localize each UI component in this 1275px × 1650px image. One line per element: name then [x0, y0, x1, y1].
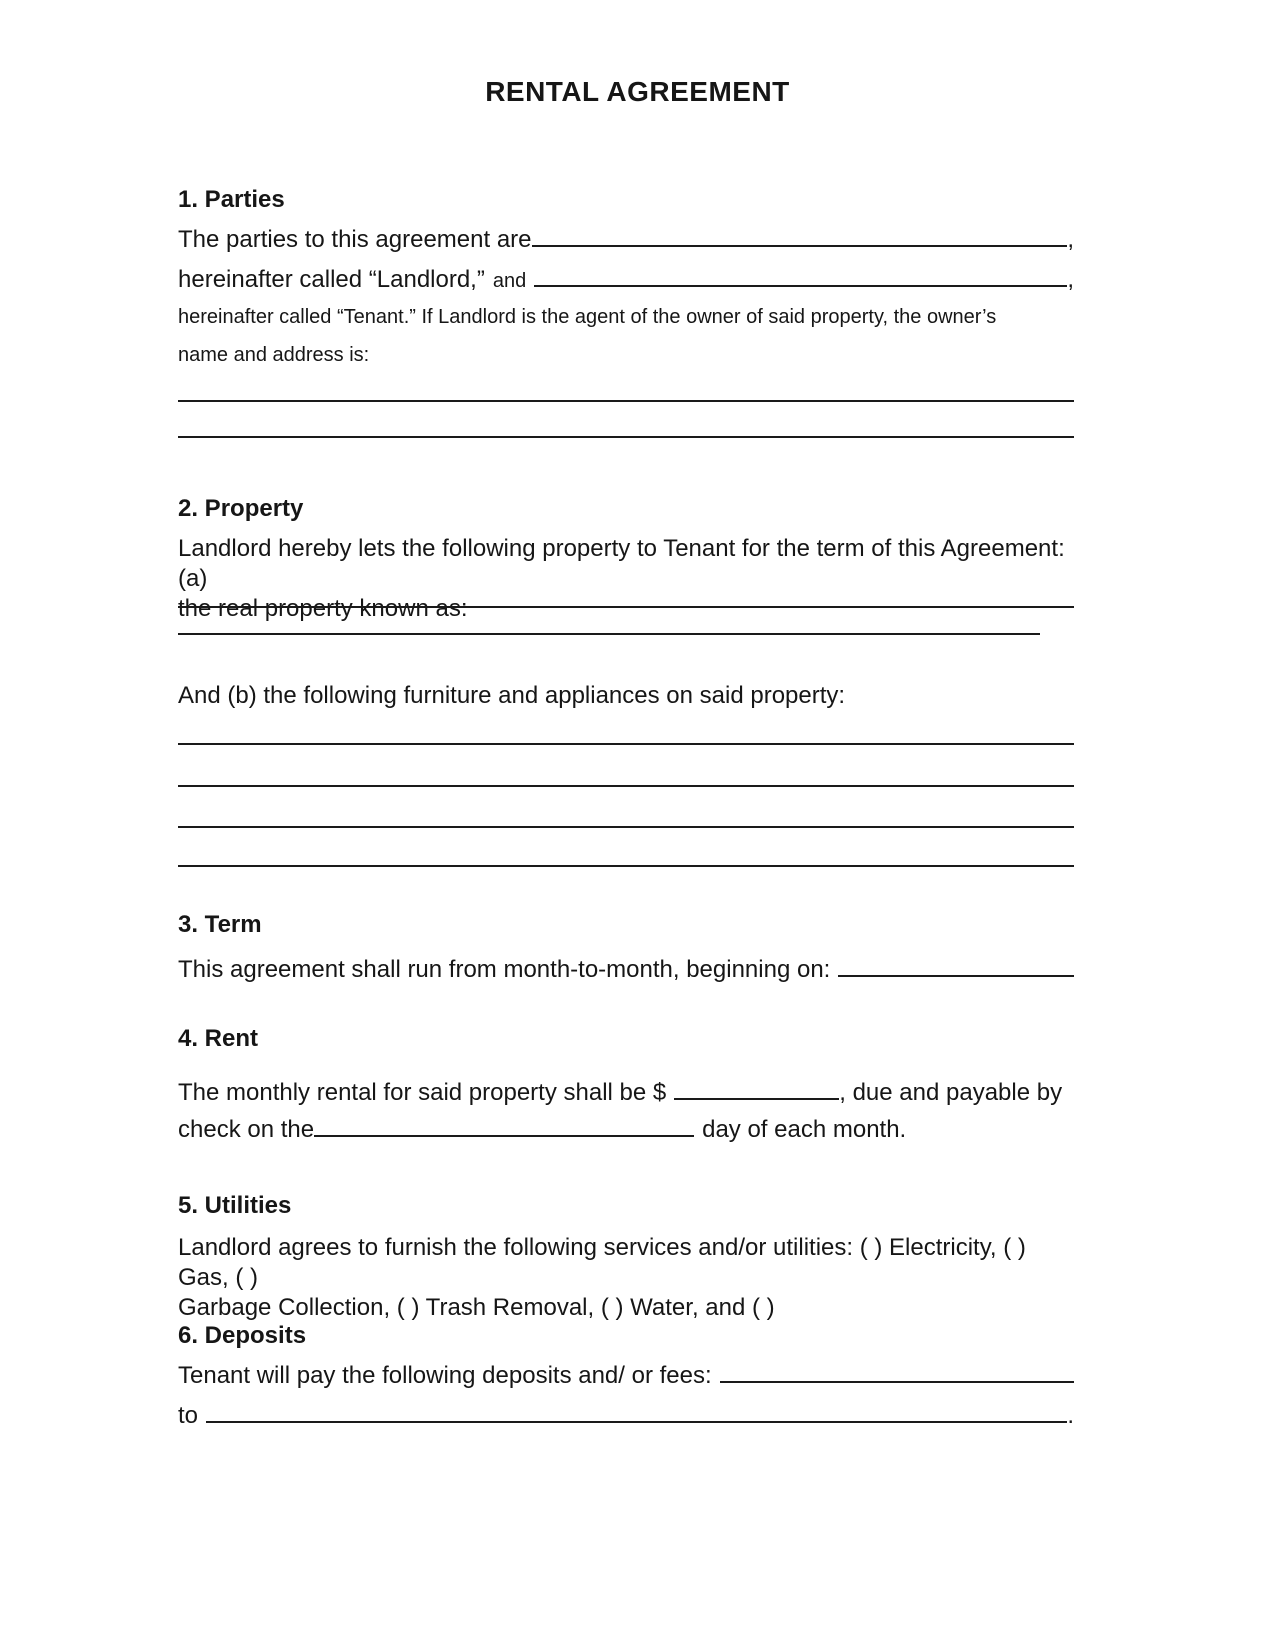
parties-line1-text: The parties to this agreement are	[178, 226, 532, 253]
document-title: RENTAL AGREEMENT	[485, 76, 790, 107]
furniture-line-2[interactable]	[178, 785, 1074, 787]
term-text: This agreement shall run from month-to-month, beginning on:	[178, 956, 831, 983]
rent-line2-text: check on the	[178, 1116, 315, 1143]
parties-line1-comma: ,	[1067, 226, 1074, 253]
deposits-line1-text: Tenant will pay the following deposits and/ or fees:	[178, 1362, 712, 1389]
property-intro-line-2: the real property known as:	[178, 595, 468, 622]
furniture-line-4[interactable]	[178, 865, 1074, 867]
furniture-line-3[interactable]	[178, 826, 1074, 828]
deposits-line-2	[178, 1401, 1074, 1431]
parties-line-2	[178, 265, 1074, 296]
rent-line-1	[178, 1078, 1074, 1108]
property-intro	[178, 534, 1074, 624]
parties-line2-comma: ,	[1067, 266, 1074, 293]
rent-due-day-field[interactable]	[314, 1135, 694, 1137]
section-heading-term: 3. Term	[178, 911, 262, 938]
section-heading-deposits: 6. Deposits	[178, 1322, 307, 1349]
utilities-line-1: Landlord agrees to furnish the following services and/or utilities: ( ) Electricity, ( ) Gas, ( )	[178, 1234, 1026, 1291]
utilities-paragraph	[178, 1233, 1074, 1323]
term-line	[178, 955, 1074, 985]
parties-agent-clause: hereinafter called “Tenant.” If Landlord is the agent of the owner of said property, the owner’s	[178, 306, 997, 328]
property-address-line-2[interactable]	[178, 633, 1040, 635]
section-heading-rent: 4. Rent	[178, 1025, 259, 1052]
property-intro-line-1: Landlord hereby lets the following property to Tenant for the term of this Agreement: (a)	[178, 535, 1065, 592]
deposits-line2-period: .	[1067, 1402, 1074, 1429]
section-heading-parties: 1. Parties	[178, 186, 285, 213]
parties-owner-address-label: name and address is:	[178, 344, 370, 366]
owner-address-line-2[interactable]	[178, 436, 1074, 438]
furniture-line-1[interactable]	[178, 743, 1074, 745]
rent-amount-field[interactable]	[674, 1098, 839, 1100]
tenant-name-field[interactable]	[534, 285, 1067, 287]
owner-address-line-1[interactable]	[178, 400, 1074, 402]
section-heading-property: 2. Property	[178, 495, 304, 522]
parties-line-1	[178, 225, 1074, 255]
parties-line2-and: and	[492, 270, 527, 292]
property-address-line-1[interactable]	[178, 606, 1074, 608]
section-heading-utilities: 5. Utilities	[178, 1192, 292, 1219]
rent-line-2	[178, 1115, 1074, 1145]
term-start-date-field[interactable]	[838, 975, 1074, 977]
rent-line2-suffix: day of each month.	[702, 1116, 907, 1143]
deposits-line-1	[178, 1361, 1074, 1391]
deposits-fees-field[interactable]	[720, 1381, 1074, 1383]
landlord-name-field[interactable]	[532, 245, 1068, 247]
rent-line1-suffix: , due and payable by	[839, 1079, 1063, 1106]
rent-line1-text: The monthly rental for said property shall be $	[178, 1079, 667, 1106]
deposits-line2-text: to	[178, 1402, 199, 1429]
deposits-paid-to-field[interactable]	[206, 1421, 1067, 1423]
parties-line2-text: hereinafter called “Landlord,”	[178, 266, 485, 293]
furniture-intro: And (b) the following furniture and appliances on said property:	[178, 682, 846, 709]
utilities-line-2: Garbage Collection, ( ) Trash Removal, ( ) Water, and ( )	[178, 1294, 775, 1321]
